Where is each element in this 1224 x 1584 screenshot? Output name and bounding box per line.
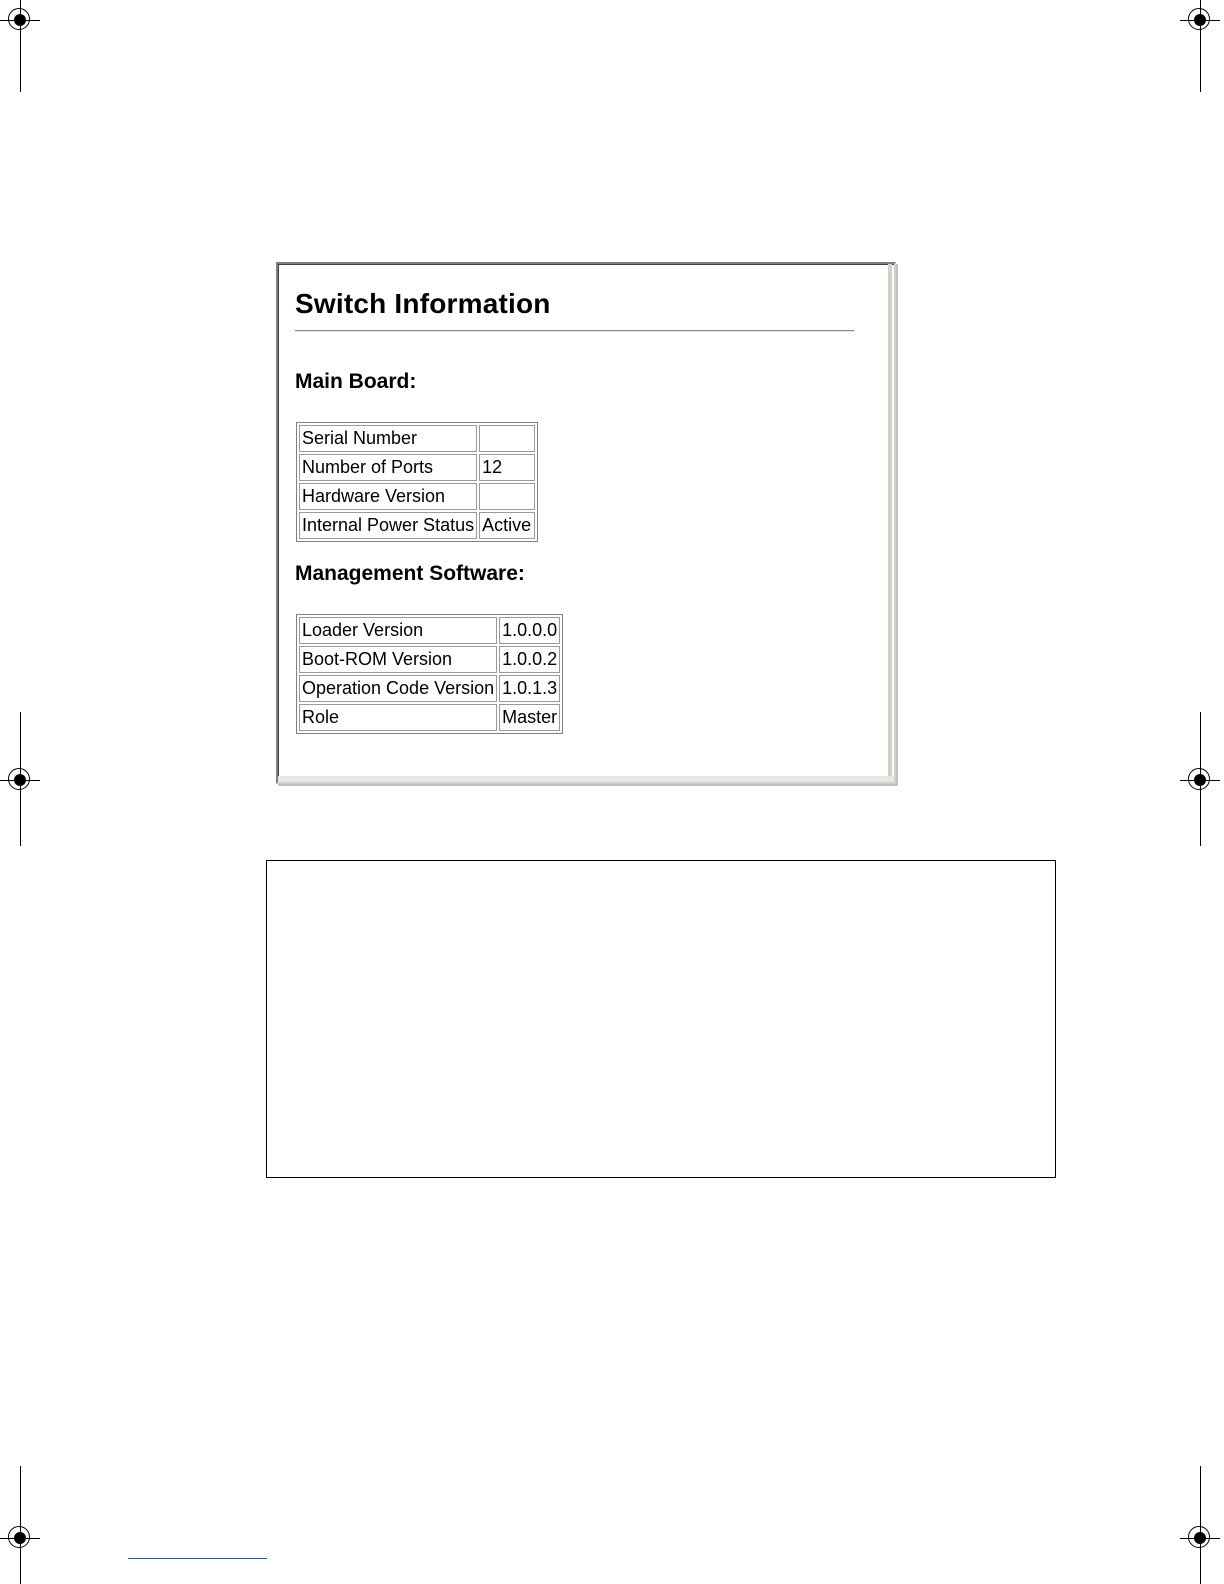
role-value: Master [499, 704, 560, 731]
registration-mark-mid-right [1180, 760, 1220, 800]
hardware-version-value [479, 483, 535, 510]
serial-number-value [479, 425, 535, 452]
registration-mark-icon [1194, 1532, 1206, 1544]
number-of-ports-value: 12 [479, 454, 535, 481]
table-row [299, 675, 560, 702]
management-software-heading: Management Software: [295, 562, 525, 585]
registration-mark-top-right [1180, 0, 1220, 92]
boot-rom-version-value: 1.0.0.2 [499, 646, 560, 673]
table-row [299, 704, 560, 731]
description-box [266, 860, 1056, 1178]
registration-mark-top-left [0, 0, 40, 92]
management-software-table [296, 614, 563, 734]
frame-right-edge [888, 264, 892, 782]
registration-mark-icon [1194, 14, 1206, 26]
operation-code-version-label: Operation Code Version [299, 675, 497, 702]
registration-mark-icon [1194, 774, 1206, 786]
table-row [299, 483, 535, 510]
table-row [299, 454, 535, 481]
registration-mark-bottom-left [0, 1518, 40, 1558]
role-label: Role [299, 704, 497, 731]
internal-power-status-label: Internal Power Status [299, 512, 477, 539]
table-row [299, 646, 560, 673]
footer-rule [128, 1558, 267, 1559]
table-row [299, 512, 535, 539]
internal-power-status-value: Active [479, 512, 535, 539]
hardware-version-label: Hardware Version [299, 483, 477, 510]
registration-mark-mid-left [0, 760, 40, 800]
number-of-ports-label: Number of Ports [299, 454, 477, 481]
loader-version-label: Loader Version [299, 617, 497, 644]
loader-version-value: 1.0.0.0 [499, 617, 560, 644]
main-board-heading: Main Board: [295, 370, 417, 393]
main-board-table [296, 422, 538, 542]
boot-rom-version-label: Boot-ROM Version [299, 646, 497, 673]
operation-code-version-value: 1.0.1.3 [499, 675, 560, 702]
serial-number-label: Serial Number [299, 425, 477, 452]
registration-mark-icon [14, 774, 26, 786]
registration-mark-icon [14, 14, 26, 26]
table-row [299, 425, 535, 452]
registration-mark-bottom-right [1180, 1518, 1220, 1558]
title-divider [295, 330, 854, 332]
table-row [299, 617, 560, 644]
page-title: Switch Information [295, 288, 551, 319]
frame-bottom-edge [278, 776, 894, 782]
switch-information-screenshot [276, 262, 896, 784]
registration-mark-icon [14, 1532, 26, 1544]
